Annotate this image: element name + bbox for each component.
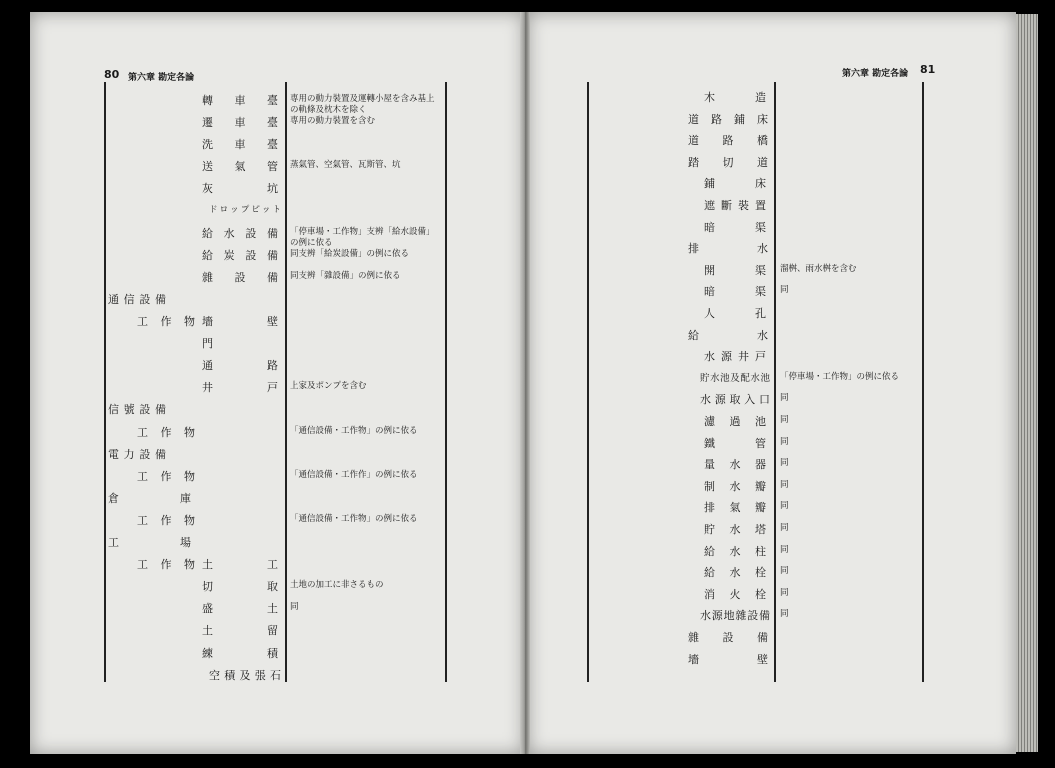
left-category-label: 工 作 物	[137, 425, 195, 439]
left-item-label: 門	[202, 337, 213, 351]
left-category-label: 工 作 物	[137, 513, 195, 527]
left-item-label: 練 積	[202, 646, 278, 660]
right-note: 同	[780, 415, 789, 425]
right-note: 同	[780, 479, 789, 490]
left-item-label: 灰 坑	[202, 182, 278, 196]
left-table-rule-3	[445, 82, 447, 682]
right-item-label: 踏 切 道	[688, 155, 768, 169]
right-item-label: 暗 渠	[704, 220, 766, 234]
left-note: 「通信設備・工作物」の例に依る	[290, 425, 418, 436]
left-item-label: 遷 車 臺	[202, 116, 278, 130]
right-item-label: 排 水	[688, 242, 768, 256]
right-note: 同	[780, 393, 789, 404]
left-note: 同支辨「給炭設備」の例に依る	[290, 248, 410, 259]
right-table-rule-2	[774, 82, 776, 682]
right-item-label: 道 路 橋	[688, 134, 768, 148]
left-item-label: 通 路	[202, 359, 278, 373]
right-item-label: 貯 水 池 及 配 水 池	[700, 372, 770, 384]
right-running-header: 第六章 勘定各論	[842, 69, 909, 79]
left-note: 上家及ポンプを含む	[290, 381, 367, 392]
left-page-number: 80	[104, 68, 120, 81]
left-note: 「通信設備・工作物」の例に依る	[290, 513, 418, 524]
right-item-label: 消 火 栓	[704, 587, 766, 601]
right-item-label: 貯 水 塔	[704, 523, 766, 536]
left-note: 蒸氣管、空氣管、瓦斯管、坑	[290, 160, 401, 171]
left-item-label: 土 工	[202, 558, 278, 572]
right-note: 同	[780, 501, 789, 512]
right-note: 同	[780, 436, 789, 447]
left-item-label: 轉 車 臺	[202, 94, 278, 107]
left-table-rule-1	[104, 82, 106, 682]
right-item-label: 給 水 栓	[704, 566, 766, 580]
right-item-label: 鐵 管	[704, 436, 766, 450]
left-category-label: 工 場	[108, 536, 191, 549]
left-note: 土地の加工に非さるもの	[290, 580, 384, 591]
right-item-label: 木 造	[704, 91, 766, 104]
left-item-label: 井 戸	[202, 381, 278, 395]
right-note: 同	[780, 458, 789, 469]
left-note: 「停車場・工作物」支辨「給水設備」の例に依る	[290, 226, 435, 248]
right-item-label: 開 渠	[704, 263, 766, 277]
book-gutter	[520, 12, 530, 754]
left-item-label: 切 取	[202, 580, 278, 594]
right-item-label: 暗 渠	[704, 285, 766, 299]
left-item-label: 雜 設 備	[202, 270, 278, 284]
right-item-label: 水 源 取 入 口	[700, 393, 770, 407]
right-item-label: 量 水 器	[704, 458, 766, 472]
left-category-label: 倉 庫	[108, 491, 191, 505]
right-note: 同	[780, 523, 789, 533]
right-note: 同	[780, 609, 789, 620]
left-category-label: 通 信 設 備	[108, 292, 166, 306]
left-item-label: 土 留	[202, 624, 278, 638]
left-item-label: 墻 壁	[202, 315, 278, 328]
left-item-label: 空 積 及 張 石	[209, 668, 281, 682]
right-item-label: 鋪 床	[704, 177, 766, 191]
right-item-label: 水 源 井 戸	[704, 350, 766, 364]
right-item-label: 制 水 瓣	[704, 479, 766, 493]
right-item-label: 排 氣 瓣	[704, 501, 766, 515]
right-item-label: 雜 設 備	[688, 631, 768, 644]
right-item-label: 給 水 柱	[704, 544, 766, 558]
right-item-label: 濾 過 池	[704, 415, 766, 428]
left-category-label: 工 作 物	[137, 558, 195, 572]
right-note: 「停車場・工作物」の例に依る	[780, 371, 900, 382]
right-item-label: 道 路 鋪 床	[688, 112, 768, 126]
left-table-rule-2	[285, 82, 287, 682]
left-note: 「通信設備・工作作」の例に依る	[290, 469, 418, 480]
left-item-label: ド ロ ッ プ ピ ッ ト	[209, 204, 281, 215]
right-note: 溜桝、雨水桝を含む	[780, 263, 857, 274]
left-note: 専用の動力裝置及運轉小屋を含み基上の軌條及枕木を除く	[290, 94, 435, 115]
left-item-label: 盛 土	[202, 602, 278, 616]
page-edges	[1016, 14, 1038, 752]
left-note: 同	[290, 602, 299, 613]
right-page-number: 81	[920, 63, 936, 76]
left-running-header: 第六章 勘定各論	[128, 73, 195, 83]
left-item-label: 洗 車 臺	[202, 138, 278, 152]
left-item-label: 給 炭 設 備	[202, 248, 278, 262]
left-note: 専用の動力裝置を含む	[290, 116, 376, 127]
right-item-label: 墻 壁	[688, 652, 768, 666]
right-table-rule-1	[587, 82, 589, 682]
right-note: 同	[780, 566, 789, 577]
right-item-label: 人 孔	[704, 307, 766, 320]
left-category-label: 工 作 物	[137, 469, 195, 483]
right-note: 同	[780, 587, 789, 598]
right-table-rule-3	[922, 82, 924, 682]
right-item-label: 水 源 地 雜 設 備	[700, 609, 770, 623]
left-item-label: 送 氣 管	[202, 160, 278, 174]
right-item-label: 給 水	[688, 328, 768, 342]
left-category-label: 電 力 設 備	[108, 447, 166, 461]
left-category-label: 工 作 物	[137, 315, 195, 328]
left-category-label: 信 號 設 備	[108, 403, 166, 417]
right-note: 同	[780, 544, 789, 555]
right-note: 同	[780, 285, 789, 296]
left-item-label: 給 水 設 備	[202, 226, 278, 240]
right-item-label: 遮 斷 裝 置	[704, 199, 766, 212]
right-page	[528, 12, 1016, 754]
left-note: 同支辨「雜設備」の例に依る	[290, 270, 401, 281]
